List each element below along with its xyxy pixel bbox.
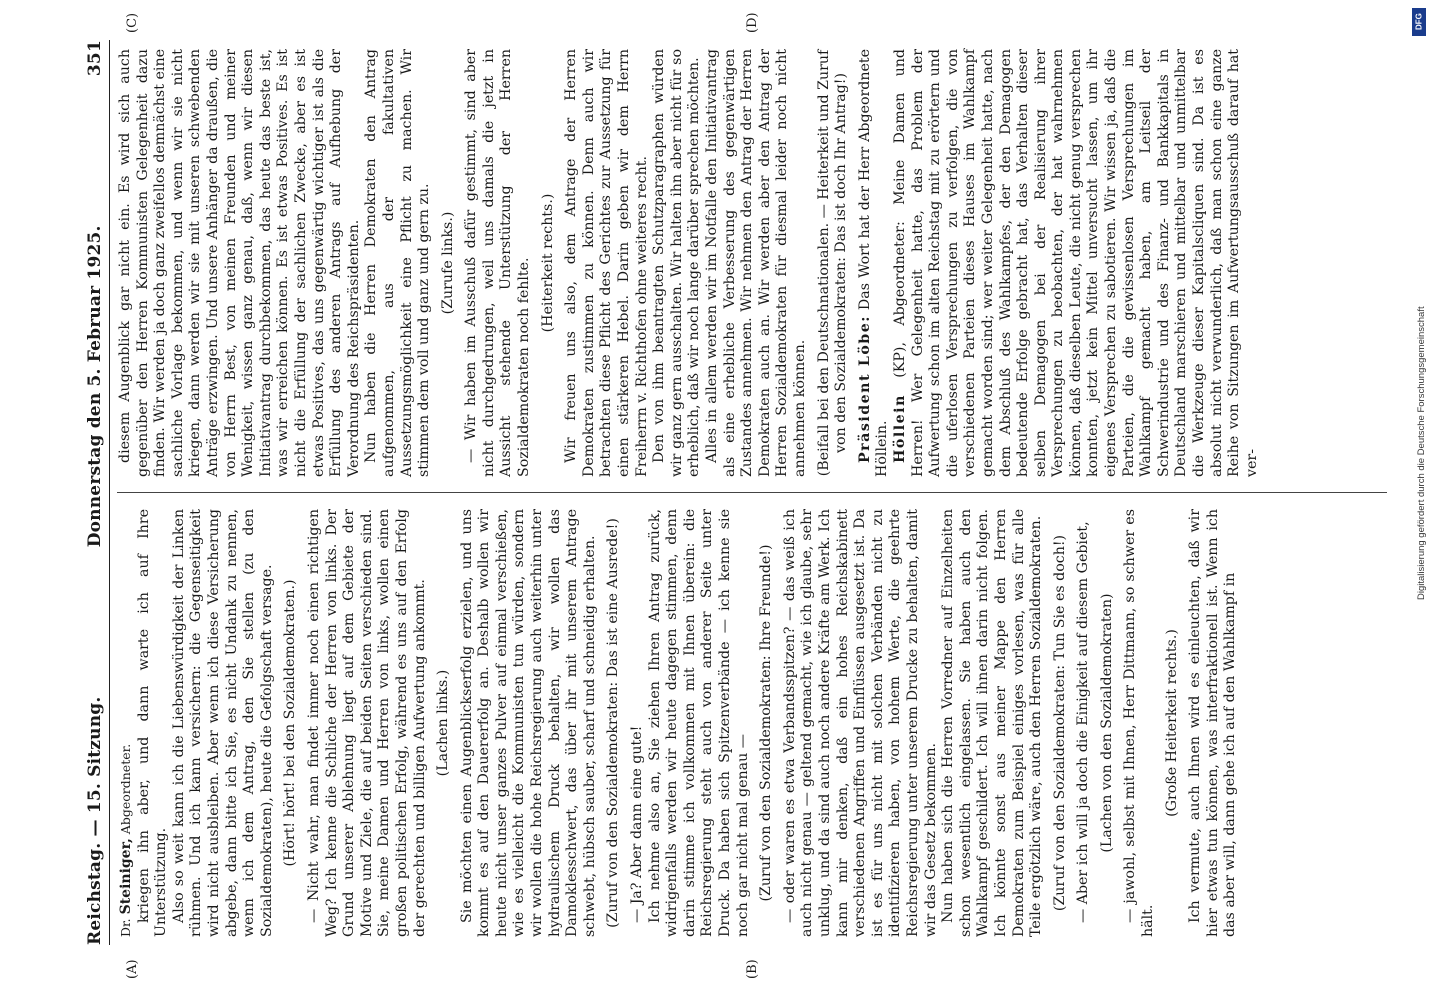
interjection: (Lachen von den Sozialdemokraten): [1098, 593, 1115, 853]
interjection: (Große Heiterkeit rechts.): [1163, 629, 1180, 817]
speaker-role: Abgeordneter.: [118, 743, 133, 835]
body-paragraph: Alles in allem werden wir im Notfalle den Initiativantrag als eine erhebliche Verbesserung des gegenwärtigen Zustandes annehmen. Wir nehmen den Antrag der Herren Demokraten auch an. Wir werden aber den Antrag der Herren Sozialdemokraten für diesmal leider noch nicht annehmen können.: [704, 49, 808, 477]
header-date: Donnerstag den 5. Februar 1925.: [85, 225, 105, 548]
body-paragraph: — Ja? Aber dann eine gute!: [629, 725, 646, 923]
margin-marker-c: (C): [125, 12, 140, 33]
digitization-note: Digitalisierung gefördert durch die Deutsche Forschungsgemeinschaft: [1416, 306, 1427, 600]
interjection: (Hört! hört! bei den Sozialdemokraten.): [282, 579, 299, 867]
body-paragraph: — oder waren es etwa Verbandsspitzen? — das weiß ich auch nicht genau — geltend gemacht, wie ich glaube, sehr unklug, und da sind auch noch andere Kräfte am Werk. Ich kann mir denken, daß ein hohes Reichskabinett verschiedenen Angriffen und Einflüssen ausgesetzt ist. Da ist es für uns nicht mit solchen Verbänden nicht zu identifizieren haben, von hohem Werte, die geehrte Reichsregierung unter unserem Drucke zu behalten, damit wir das Gesetz bekommen.: [781, 509, 939, 937]
speech-text: Meine Damen und Herren! Wer Gelegenheit hatte, das Problem der Aufwertung schon im alten Reichstag mit zu erörtern und die uferlosen Versprechungen zu verfolgen, die von verschiedenen Parteien dieses Hauses im Wahlkampf gemacht worden sind; wer weiter Gelegenheit hatte, nach dem Abschluß des Wahlkampfes, der den Demagogen bedeutende Erfolge gebracht hat, das Verhalten dieser selben Demagogen bei der Realisierung ihrer Versprechungen zu beobachten, der hat wahrnehmen können, daß dieselben Leute, die nicht genug versprechen konnten, jetzt kein Mittel unversucht lassen, um ihr eigenes Versprechen zu sabotieren. Wir wissen ja, daß die Parteien, die die gewissenlosen Versprechungen im Wahlkampf gemacht haben, am Leitseil der Schwerindustrie und des Finanz- und Bankkapitals in Deutschland marschieren und mittelbar und unmittelbar die Werkzeuge dieser Kapitalscliquen sind. Da ist es absolut nicht verwunderlich, daß man schon eine ganze Reihe von Sitzungen im Aufwertungsausschuß darauf hat ver-: [891, 49, 1260, 477]
interjection: (Zuruf von den Sozialdemokraten: Das ist eine Ausrede!): [605, 518, 622, 928]
president-name: Präsident Löbe:: [856, 315, 873, 463]
body-paragraph: Ich vermute, auch Ihnen wird es einleuchten, daß wir hier etwas tun können, was interfraktionell ist. Wenn ich das aber will, dann gehe ich auf den Wahlkampf in: [1187, 509, 1239, 937]
interjection: (Zurufe links.): [439, 211, 456, 315]
president-statement: [857, 49, 892, 477]
speaker-name: Steiniger,: [118, 838, 134, 915]
right-column-body: [117, 49, 1261, 477]
body-paragraph: Ich nehme also an, Sie ziehen Ihren Antrag zurück, widrigenfalls werden wir heute dagegen stimmen, denn darin stimme ich vollkommen mit Ihnen überein: die Reichsregierung steht auch von anderer Seite unter Druck. Da haben sich Spitzenverbände — ich kenne sie noch gar nicht mal genau —: [646, 509, 751, 937]
body-paragraph: — Aber ich will ja doch die Einigkeit auf diesem Gebiet,: [1075, 521, 1092, 923]
header-session: Reichstag. — 15. Sitzung.: [85, 696, 105, 945]
page-header: [85, 40, 107, 945]
body-paragraph: Wir freuen uns also, dem Antrage der Herren Demokraten zustimmen zu können. Denn auch wir betrachten diese Pflicht des Gerichtes zur Aussetzung für einen stärkeren Hebel. Darin geben wir dem Herrn Freiherrn v. Richthofen ohne weiteres recht.: [563, 49, 650, 477]
right-column: [117, 49, 1261, 477]
body-paragraph: — jawohl, selbst mit Ihnen, Herr Dittmann, so schwer es hält.: [1122, 509, 1157, 937]
page-number: 351: [85, 40, 105, 77]
body-paragraph: Den von ihm beantragten Schutzparagraphen würden wir ganz gern ausschalten. Wir halten ihn aber nicht für so erheblich, daß wir noch lange darüber sprechen möchten.: [651, 49, 703, 477]
president-text: Das Wort hat der Herr Abgeordnete Höllein.: [856, 49, 891, 477]
interjection: (Beifall bei den Deutschnationalen. — Heiterkeit und Zuruf von den Sozialdemokraten: Das ist doch Ihr Antrag!): [815, 49, 850, 477]
body-paragraph: kriegen ihn aber, und dann warte ich auf Ihre Unterstützung.: [135, 509, 170, 937]
margin-marker-b: (B): [745, 959, 760, 979]
margin-marker-a: (A): [125, 959, 140, 979]
header-rule: [109, 40, 110, 945]
body-paragraph: Nun haben die Herren Demokraten den Antrag aufgenommen, aus der fakultativen Aussetzungsmöglichkeit eine Pflicht zu machen. Wir stimmen dem voll und ganz und gern zu.: [363, 49, 433, 477]
interjection: (Heiterkeit rechts.): [539, 193, 556, 333]
body-paragraph: diesem Augenblick gar nicht ein. Es wird sich auch gegenüber den Herren Kommunisten Gelegenheit dazu finden. Wir werden ja doch ganz zweifellos demnächst eine sachliche Vorlage bekommen, und wenn wir sie nicht kriegen, dann werden wir sie mit unseren schwebenden Anträge erzwingen. Und unsere Anhänger da draußen, die von Herrn Best, von meinen Freunden und meiner Wenigkeit, wissen ganz genau, daß, wenn wir diesen Initiativantrag durchbekommen, das heute das beste ist, was wir erreichen können. Es ist etwas Positives. Es ist nicht die Erfüllung der sachlichen Zwecke, aber es ist etwas Positives, das uns gegenwärtig wichtiger ist als die Erfüllung des anderen Antrags auf Aufhebung der Verordnung des Reichspräsidenten.: [117, 49, 362, 477]
speaker-heading: [117, 509, 136, 937]
left-column: [117, 509, 1240, 937]
left-column-body: [136, 509, 1240, 937]
body-paragraph: Nun haben sich die Herren Vorredner auf Einzelheiten schon wesentlich eingelassen. Sie haben auch den Wahlkampf geschildert. Ich will ihnen darin nicht folgen. Ich könnte sonst aus meiner Mappe den Herren Demokraten zum Beispiel einiges vorlesen, was für alle Teile ergötzlich wäre, auch den Herren Sozialdemokraten.: [940, 509, 1045, 937]
margin-marker-d: (D): [745, 12, 760, 33]
speech-start: [892, 49, 1261, 477]
interjection: (Zuruf von den Sozialdemokraten: Ihre Freunde!): [758, 544, 775, 902]
body-paragraph: — Nicht wahr, man findet immer noch einen richtigen Weg? Ich kenne die Schliche der Herren von links. Der Grund unserer Ablehnung liegt auf dem Gebiete der Motive und Ziele, die auf beiden Seiten verschieden sind. Sie, meine Damen und Herren von links, wollen einen großen politischen Erfolg, während es uns auf den Erfolg der gerechten und billigen Aufwertung ankommt.: [305, 509, 428, 937]
speech-speaker-role: (KP), Abgeordneter:: [891, 221, 908, 378]
interjection: (Zuruf von den Sozialdemokraten: Tun Sie es doch!): [1051, 534, 1068, 912]
interjection: (Lachen links.): [435, 669, 452, 777]
column-divider: [117, 492, 1387, 493]
speaker-prefix: Dr.: [118, 918, 133, 937]
body-paragraph: — Wir haben im Ausschuß dafür gestimmt, sind aber nicht durchgedrungen, weil uns damals die jetzt in Aussicht stehende Unterstützung der Herren Sozialdemokraten noch fehlte.: [463, 49, 533, 477]
body-paragraph: Sie möchten einen Augenblickserfolg erzielen, und uns kommt es auf den Dauererfolg an. Deshalb wollen wir heute nicht unser ganzes Pulver auf einmal verschießen, wie es vielleicht die Kommunisten tun würden, sondern wir wollen die hohe Reichsregierung auch weiterhin unter hydraulischem Druck behalten, wir wollen das Damoklesschwert, das über ihr mit unserem Antrage schwebt, hübsch sauber, scharf und schneidig erhalten.: [458, 509, 598, 937]
speech-speaker: Höllein: [891, 394, 908, 463]
body-paragraph: Also so weit kann ich die Liebenswürdigkeit der Linken rühmen. Und ich kann versichern: die Gegenseitigkeit wird nicht ausbleiben. Aber wenn ich diese Versicherung abgebe, dann bitte ich Sie, es nicht Undank zu nennen, wenn ich dem Antrag, den Sie stellen (zu den Sozialdemokraten), heute die Gefolgschaft versage.: [170, 509, 275, 937]
dfg-logo: DFG: [1412, 8, 1426, 36]
rotated-document: [55, 12, 1400, 979]
